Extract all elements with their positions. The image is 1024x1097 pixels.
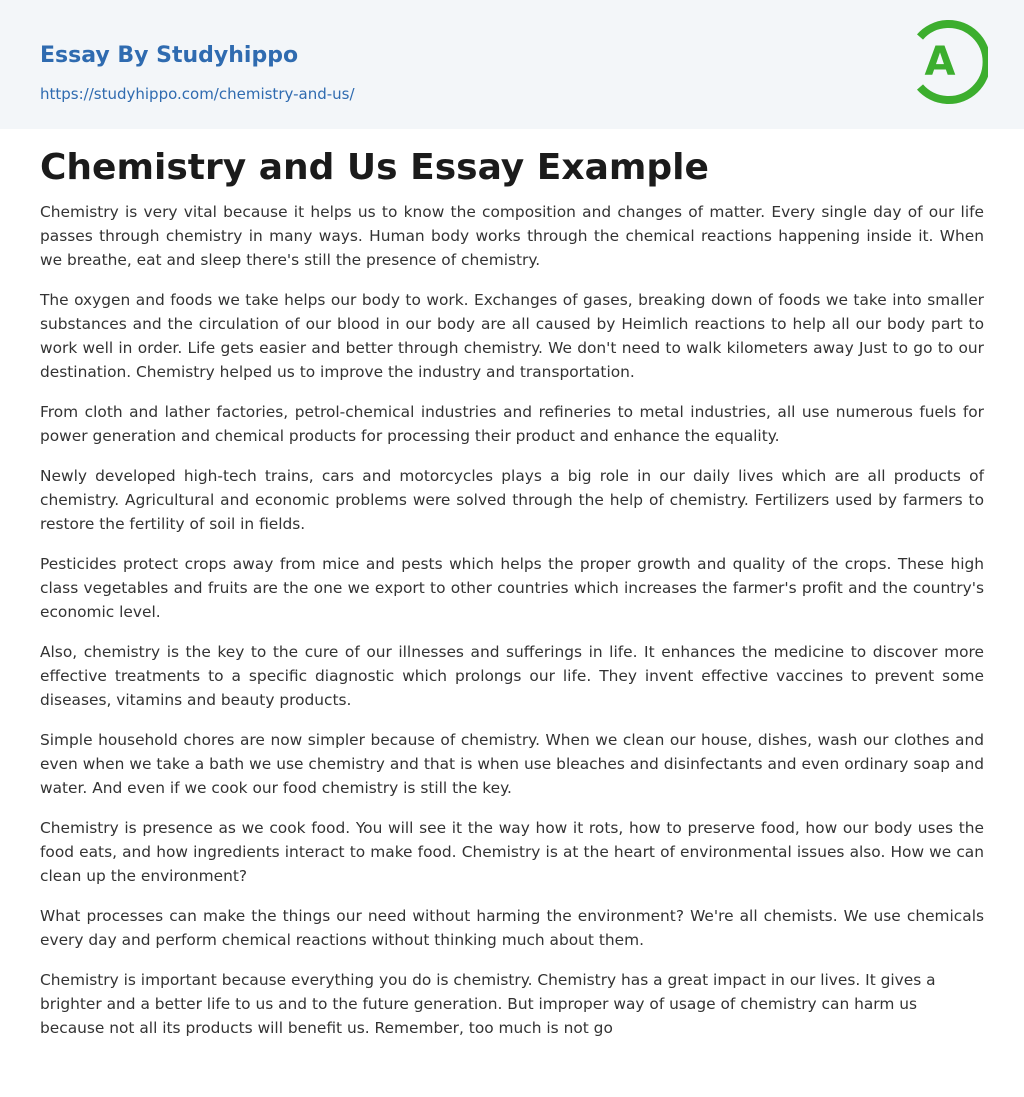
site-brand[interactable]: Essay By Studyhippo (40, 43, 299, 68)
studyhippo-logo-icon[interactable] (912, 19, 988, 105)
essay-paragraph: What processes can make the things our need without harming the environment? We're all chemists. We use chemicals every day and perform chemical reactions without thinking much about them. (40, 907, 984, 949)
essay-paragraph: Chemistry is important because everything you do is chemistry. Chemistry has a great impact in our lives. It gives a brighter and a better life to us and to the future generation. But improper way of usage of chemistry can harm us because not all its products will benefit us. Remember, too much is not go (40, 971, 936, 1037)
logo-letter: A (924, 39, 956, 85)
essay-paragraph: Simple household chores are now simpler because of chemistry. When we clean our house, dishes, wash our clothes and even when we take a bath we use chemistry and that is when use bleaches and disinfectants and even ordinary soap and water. And even if we cook our food chemistry is still the key. (40, 731, 984, 797)
essay-body (40, 200, 984, 1056)
page-title: Chemistry and Us Essay Example (40, 147, 709, 188)
essay-paragraph: Chemistry is very vital because it helps us to know the composition and changes of matter. Every single day of our life passes through chemistry in many ways. Human body works through the chemical reactions happening inside it. When we breathe, eat and sleep there's still the presence of chemistry. (40, 203, 984, 269)
essay-paragraph: From cloth and lather factories, petrol-chemical industries and refineries to metal industries, all use numerous fuels for power generation and chemical products for processing their product and enhance the equality. (40, 403, 984, 445)
essay-paragraph: The oxygen and foods we take helps our body to work. Exchanges of gases, breaking down of foods we take into smaller substances and the circulation of our blood in our body are all caused by Heimlich reactions to help all our body part to work well in order. Life gets easier and better through chemistry. We don't need to walk kilometers away Just to go to our destination. Chemistry helped us to improve the industry and transportation. (40, 291, 984, 381)
essay-paragraph: Newly developed high-tech trains, cars and motorcycles plays a big role in our daily lives which are all products of chemistry. Agricultural and economic problems were solved through the help of chemistry. Fertilizers used by farmers to restore the fertility of soil in fields. (40, 467, 984, 533)
essay-paragraph: Pesticides protect crops away from mice and pests which helps the proper growth and quality of the crops. These high class vegetables and fruits are the one we export to other countries which increases the farmer's profit and the country's economic level. (40, 555, 984, 621)
essay-paragraph: Also, chemistry is the key to the cure of our illnesses and sufferings in life. It enhances the medicine to discover more effective treatments to a specific diagnostic which prolongs our life. They invent effective vaccines to prevent some diseases, vitamins and beauty products. (40, 643, 984, 709)
essay-url-link[interactable]: https://studyhippo.com/chemistry-and-us/ (40, 85, 355, 103)
essay-paragraph: Chemistry is presence as we cook food. You will see it the way how it rots, how to preserve food, how our body uses the food eats, and how ingredients interact to make food. Chemistry is at the heart of environmental issues also. How we can clean up the environment? (40, 819, 984, 885)
